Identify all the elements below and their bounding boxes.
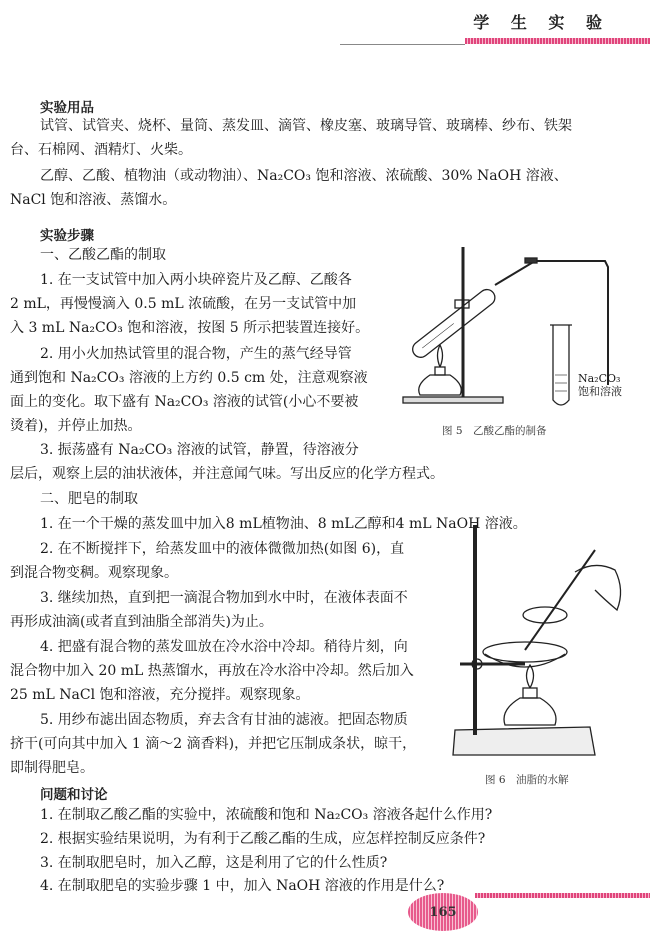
materials-title: 实验用品: [40, 100, 94, 116]
materials-line: 试管、试管夹、烧杯、量筒、蒸发皿、滴管、橡皮塞、玻璃导管、玻璃棒、纱布、铁架: [40, 118, 572, 134]
step-line: 1. 在一个干燥的蒸发皿中加入8 mL植物油、8 mL乙醇和4 mL NaOH 溶液。: [40, 516, 527, 532]
step-line: 25 mL NaCl 饱和溶液，充分搅拌。观察现象。: [10, 687, 310, 703]
step-line: 2. 在不断搅拌下，给蒸发皿中的液体微微加热(如图 6)，直: [40, 541, 405, 557]
steps-title: 实验步骤: [40, 228, 94, 244]
step-line: 2. 用小火加热试管里的混合物，产生的蒸气经导管: [40, 346, 352, 362]
step-line: 面上的变化。取下盛有 Na₂CO₃ 溶液的试管(小心不要被: [10, 394, 359, 410]
step-line: 4. 把盛有混合物的蒸发皿放在冷水浴中冷却。稍待片刻，向: [40, 639, 408, 655]
step-line: 烫着)，并停止加热。: [10, 418, 142, 434]
step-line: 到混合物变稠。观察现象。: [10, 565, 178, 581]
figure-5-label-solution: 饱和溶液: [578, 385, 622, 398]
step-line: 即制得肥皂。: [10, 760, 94, 776]
step-line: 5. 用纱布滤出固态物质，弃去含有甘油的滤液。把固态物质: [40, 712, 408, 728]
questions-title: 问题和讨论: [40, 787, 108, 803]
step-line: 3. 振荡盛有 Na₂CO₃ 溶液的试管，静置，待溶液分: [40, 442, 359, 458]
page-number: 165: [429, 904, 457, 920]
question-item: 3. 在制取肥皂时，加入乙醇，这是利用了它的什么性质?: [40, 855, 388, 871]
header-stripe-decoration: [465, 38, 650, 44]
step-line: 挤干(可向其中加入 1 滴～2 滴香料)，并把它压制成条状，晾干，: [10, 736, 417, 752]
running-header-title: 学 生 实 验: [473, 13, 610, 32]
figure-5-label-formula: Na₂CO₃: [578, 372, 621, 385]
figure-5-caption: 图 5 乙酸乙酯的制备: [442, 425, 547, 437]
question-item: 1. 在制取乙酸乙酯的实验中，浓硫酸和饱和 Na₂CO₃ 溶液各起什么作用?: [40, 807, 493, 823]
question-item: 4. 在制取肥皂的实验步骤 1 中，加入 NaOH 溶液的作用是什么?: [40, 878, 445, 894]
header-rule: [340, 44, 465, 45]
figure-6-caption: 图 6 油脂的水解: [485, 774, 569, 786]
materials-line: NaCl 饱和溶液、蒸馏水。: [10, 192, 177, 208]
figure-6-saponification-illustration: [445, 520, 645, 760]
materials-line: 台、石棉网、酒精灯、火柴。: [10, 142, 192, 158]
step-line: 入 3 mL Na₂CO₃ 饱和溶液，按图 5 所示把装置连接好。: [10, 320, 370, 336]
step-line: 3. 继续加热，直到把一滴混合物加到水中时，在液体表面不: [40, 590, 408, 606]
step-line: 层后，观察上层的油状液体，并注意闻气味。写出反应的化学方程式。: [10, 466, 444, 482]
question-item: 2. 根据实验结果说明，为有利于乙酸乙酯的生成，应怎样控制反应条件?: [40, 831, 486, 847]
step-line: 通到饱和 Na₂CO₃ 溶液的上方约 0.5 cm 处，注意观察液: [10, 370, 368, 386]
materials-line: 乙醇、乙酸、植物油（或动物油）、Na₂CO₃ 饱和溶液、浓硫酸、30% NaOH 溶液、: [40, 168, 568, 184]
step-line: 混合物中加入 20 mL 热蒸馏水，再放在冷水浴中冷却。然后加入: [10, 663, 414, 679]
step-line: 2 mL，再慢慢滴入 0.5 mL 浓硫酸，在另一支试管中加: [10, 296, 357, 312]
figure-5-label: [578, 372, 622, 398]
page-number-badge: [408, 893, 478, 931]
footer-stripe-decoration: [475, 893, 650, 898]
part1-heading: 一、乙酸乙酯的制取: [40, 247, 166, 263]
step-line: 1. 在一支试管中加入两小块碎瓷片及乙醇、乙酸各: [40, 272, 352, 288]
part2-heading: 二、肥皂的制取: [40, 491, 138, 507]
step-line: 再形成油滴(或者直到油脂全部消失)为止。: [10, 614, 273, 630]
